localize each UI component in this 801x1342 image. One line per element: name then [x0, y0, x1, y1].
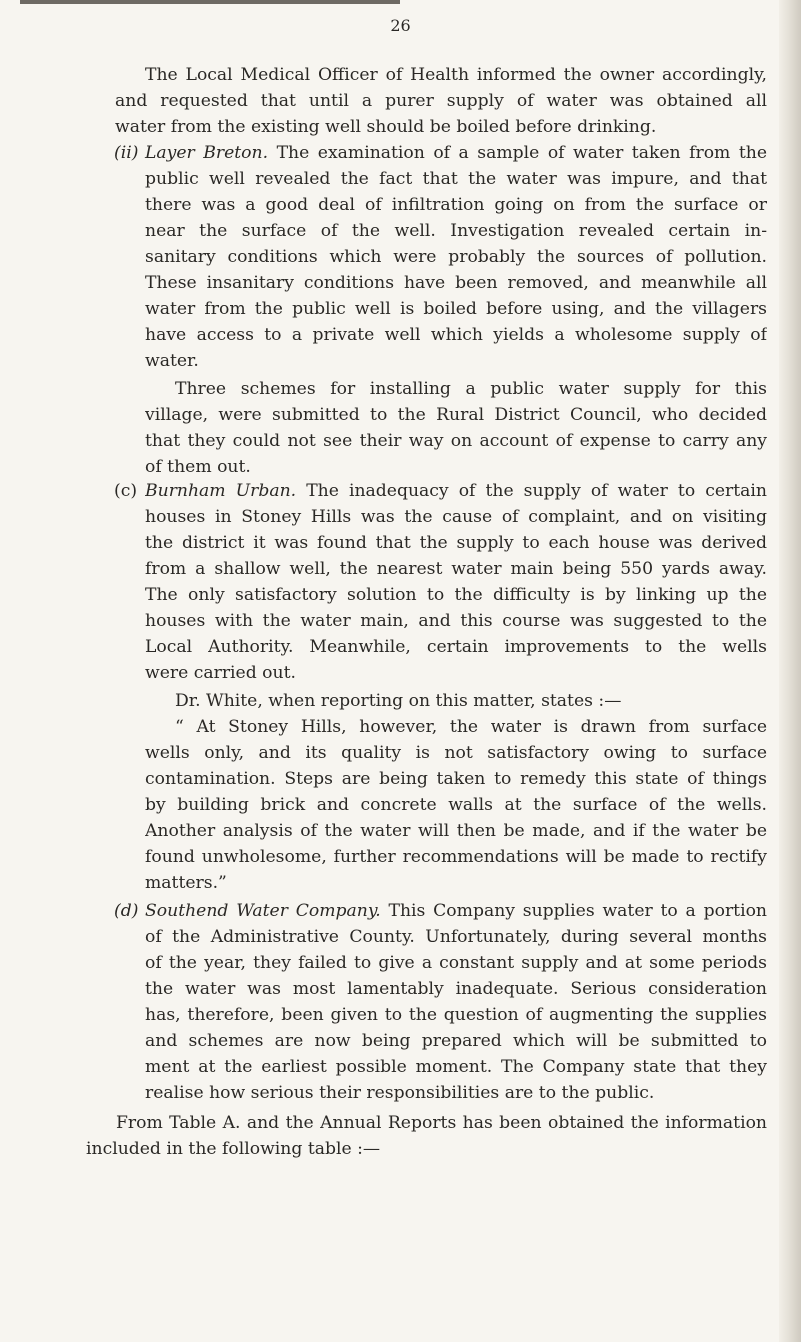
text-line: water from the existing well should be boiled before drinking. — [115, 117, 657, 137]
text-line: the district it was found that the supply to each house was derived — [145, 533, 767, 553]
text-line: The inadequacy of the supply of water to certain — [296, 481, 767, 501]
text-line: and schemes are now being prepared which will be submitted to — [145, 1031, 767, 1051]
text-line: The only satisfactory solution to the difficulty is by linking up the — [145, 585, 767, 605]
text-line: From Table A. and the Annual Reports has been obtained the information — [116, 1113, 767, 1133]
text-line: “ At Stoney Hills, however, the water is drawn from surface — [175, 717, 767, 737]
text-line: were carried out. — [145, 663, 296, 683]
item-marker: (ii) — [114, 143, 139, 163]
text-line: public well revealed the fact that the water was impure, and that — [145, 169, 767, 189]
text-line: included in the following table :— — [86, 1139, 381, 1159]
paragraph-burnham — [145, 478, 767, 686]
text-line: the water was most lamentably inadequate. Serious consideration — [145, 979, 767, 999]
text-line: village, were submitted to the Rural District Council, who decided — [145, 405, 767, 425]
paragraph-layer-breton — [115, 140, 767, 374]
text-line: Local Authority. Meanwhile, certain improvements to the wells — [145, 637, 767, 657]
text-line: realise how serious their responsibilities are to the public. — [145, 1083, 655, 1103]
paragraph-southend — [145, 898, 767, 1106]
text-line: wells only, and its quality is not satisfactory owing to surface — [145, 743, 767, 763]
text-line: of them out. — [145, 457, 251, 477]
text-line: by building brick and concrete walls at the surface of the wells. — [145, 795, 767, 815]
text-line: The Local Medical Officer of Health informed the owner accordingly, — [145, 65, 767, 85]
paragraph-dr-white — [175, 688, 767, 714]
paragraph-quote — [145, 714, 767, 896]
text-line: Three schemes for installing a public water supply for this — [175, 379, 767, 399]
paragraph-intro — [115, 62, 767, 140]
text-line: near the surface of the well. Investigation revealed certain in- — [145, 221, 767, 241]
text-line: of the year, they failed to give a constant supply and at some periods — [145, 953, 767, 973]
text-line: have access to a private well which yields a wholesome supply of — [145, 325, 767, 345]
text-line: matters.” — [145, 873, 227, 893]
paragraph-from-table — [86, 1110, 767, 1162]
text-line: The examination of a sample of water taken from the — [268, 143, 767, 163]
text-line: water from the public well is boiled before using, and the villagers — [145, 299, 767, 319]
text-line: water. — [145, 351, 199, 371]
section-heading: Burnham Urban. — [145, 481, 297, 501]
text-line: This Company supplies water to a portion — [380, 901, 767, 921]
text-line: These insanitary conditions have been removed, and meanwhile all — [145, 273, 767, 293]
paragraph-three-schemes — [145, 376, 767, 480]
text-line: found unwholesome, further recommendations will be made to rectify — [145, 847, 767, 867]
text-line: and requested that until a purer supply of water was obtained all — [115, 91, 767, 111]
text-line: of the Administrative County. Unfortunately, during several months — [145, 927, 767, 947]
text-line: there was a good deal of infiltration going on from the surface or — [145, 195, 767, 215]
page-number: 26 — [390, 16, 411, 35]
text-line: has, therefore, been given to the question of augmenting the supplies — [145, 1005, 767, 1025]
text-line: Another analysis of the water will then be made, and if the water be — [145, 821, 767, 841]
text-line: Dr. White, when reporting on this matter, states :— — [175, 691, 622, 711]
text-line: contamination. Steps are being taken to remedy this state of things — [145, 769, 767, 789]
text-line: houses in Stoney Hills was the cause of complaint, and on visiting — [145, 507, 767, 527]
page-edge-shadow — [779, 0, 801, 1342]
text-line: that they could not see their way on account of expense to carry any — [145, 431, 767, 451]
text-line: sanitary conditions which were probably the sources of pollution. — [145, 247, 767, 267]
text-line: houses with the water main, and this course was suggested to the — [145, 611, 767, 631]
section-heading: Southend Water Company. — [145, 901, 381, 921]
scan-top-rule — [20, 0, 400, 4]
item-marker: (c) — [114, 481, 138, 501]
text-line: ment at the earliest possible moment. The Company state that they — [145, 1057, 767, 1077]
section-heading: Layer Breton. — [145, 143, 269, 163]
item-marker: (d) — [114, 901, 139, 921]
text-line: from a shallow well, the nearest water main being 550 yards away. — [145, 559, 767, 579]
